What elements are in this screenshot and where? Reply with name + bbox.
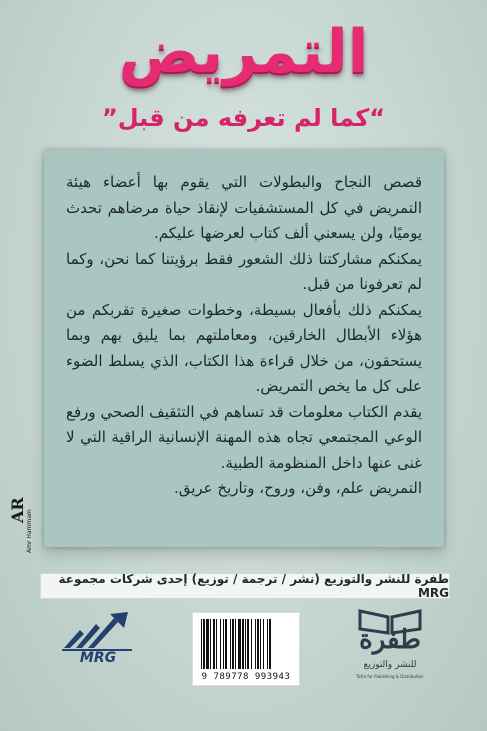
- barcode-bar: [247, 619, 249, 669]
- mrg-arrows-icon: [58, 610, 138, 652]
- barcode-bar: [260, 619, 261, 669]
- blurb-paragraph-5: التمريض علم، وفن، وروح، وتاريخ عريق.: [173, 479, 422, 497]
- blurb-paragraph-3: يمكنكم ذلك بأفعال بسيطة، وخطوات صغيرة تقربكم من هؤلاء الأبطال الخارقين، ومعاملتهم بما يليق بهم وبما يستحقون، من خلال قراءة هذا الكتاب، الذي يسلط الضوء على كل ما يخص التمريض.: [66, 300, 422, 395]
- tafra-logo: [350, 605, 430, 685]
- barcode-bar: [238, 619, 241, 669]
- tafra-logo-word: طفرة: [359, 625, 421, 655]
- barcode-bar: [230, 619, 231, 669]
- ar-monogram-icon: [6, 497, 40, 557]
- page-subtitle: “كما لم تعرفه من قبل”: [101, 104, 385, 132]
- barcode-bar: [203, 619, 205, 669]
- page-title: التمريض: [118, 17, 369, 87]
- barcode-bar: [245, 619, 246, 669]
- side-logo-mark: AR: [8, 497, 27, 523]
- barcode-bar: [201, 619, 202, 669]
- blurb-text: [66, 170, 422, 502]
- barcode-bar: [216, 619, 217, 669]
- barcode-bar: [206, 619, 209, 669]
- barcode-bar: [255, 619, 256, 669]
- mrg-logo-text: MRG: [79, 650, 117, 666]
- tafra-logo-tagline: للنشر والتوزيع: [363, 660, 417, 670]
- side-logo-name: Amr Hammam: [26, 509, 33, 553]
- barcode-bar: [242, 619, 244, 669]
- barcode-bar: [210, 619, 211, 669]
- barcode-bar: [232, 619, 234, 669]
- blurb-paragraph-2: يمكنكم مشاركتنا ذلك الشعور فقط برؤيتنا كما نحن، وكما لم تعرفونا من قبل.: [66, 249, 422, 293]
- tafra-logo-english: Tafra for Publishing & Distribution: [356, 674, 424, 679]
- barcode-bar: [263, 619, 264, 669]
- barcode-bar: [251, 619, 252, 669]
- publisher-line: طفرة للنشر والتوزيع (نشر / ترجمة / توزيع) إحدى شركات مجموعة MRG: [40, 573, 450, 599]
- blurb-panel: [44, 150, 444, 547]
- barcode-bars: [199, 619, 293, 669]
- barcode: [192, 612, 300, 686]
- barcode-bar: [213, 619, 215, 669]
- barcode-bar: [223, 619, 224, 669]
- barcode-bar: [220, 619, 221, 669]
- blurb-paragraph-1: قصص النجاح والبطولات التي يقوم بها أعضاء هيئة التمريض في كل المستشفيات لإنقاذ حياة مرضاهم تحدث يوميًا، ولن يسعني ألف كتاب لعرضها عليكم.: [66, 173, 422, 242]
- barcode-bar: [269, 619, 271, 669]
- mrg-logo: [58, 610, 138, 668]
- blurb-paragraph-4: يقدم الكتاب معلومات قد تساهم في التثقيف الصحي ورفع الوعي المجتمعي تجاه هذه المهنة الإنسانية الراقية التي لا غنى عنها داخل المنظومة الطبية.: [66, 402, 422, 472]
- barcode-bar: [235, 619, 236, 669]
- barcode-number: 9 789778 993943: [201, 672, 291, 682]
- barcode-bar: [257, 619, 259, 669]
- barcode-bar: [267, 619, 268, 669]
- barcode-bar: [225, 619, 227, 669]
